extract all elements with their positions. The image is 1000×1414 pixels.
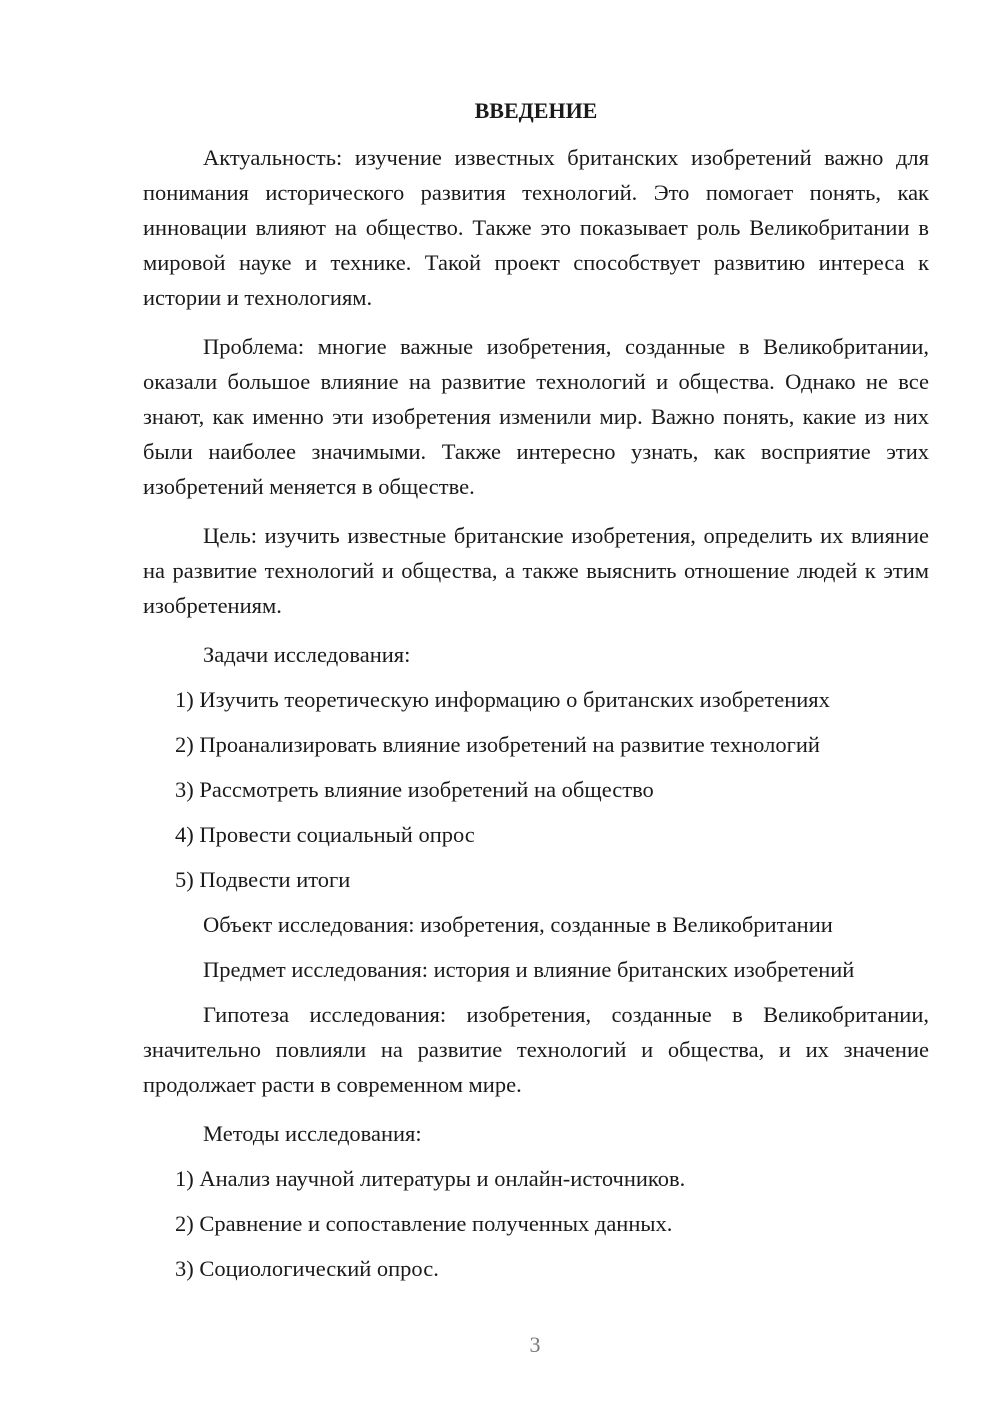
research-subject: Предмет исследования: история и влияние британских изобретений bbox=[203, 957, 855, 982]
task-item: 1) Изучить теоретическую информацию о британских изобретениях bbox=[175, 687, 830, 712]
relevance-paragraph: Актуальность: изучение известных британских изобретений важно для понимания исторического развития технологий. Это помогает понять, как инновации влияют на общество. Также это показывает роль Великобритании в мировой науке и технике. Такой проект способствует развитию интереса к истории и технологиям. bbox=[143, 145, 929, 310]
task-item: 3) Рассмотреть влияние изобретений на общество bbox=[175, 777, 654, 802]
page-number: 3 bbox=[529, 1332, 541, 1357]
task-item: 5) Подвести итоги bbox=[175, 867, 351, 892]
task-item: 2) Проанализировать влияние изобретений на развитие технологий bbox=[175, 732, 820, 757]
page-title: ВВЕДЕНИЕ bbox=[474, 98, 598, 123]
research-object: Объект исследования: изобретения, созданные в Великобритании bbox=[203, 912, 833, 937]
tasks-heading: Задачи исследования: bbox=[203, 642, 411, 667]
methods-heading: Методы исследования: bbox=[203, 1121, 422, 1146]
page-content bbox=[143, 94, 929, 1296]
goal-paragraph: Цель: изучить известные британские изобретения, определить их влияние на развитие технологий и общества, а также выяснить отношение людей к этим изобретениям. bbox=[143, 523, 929, 618]
task-item: 4) Провести социальный опрос bbox=[175, 822, 475, 847]
method-item: 2) Сравнение и сопоставление полученных данных. bbox=[175, 1211, 673, 1236]
hypothesis-paragraph: Гипотеза исследования: изобретения, созданные в Великобритании, значительно повлияли на развитие технологий и общества, и их значение продолжает расти в современном мире. bbox=[143, 1002, 929, 1097]
method-item: 1) Анализ научной литературы и онлайн-источников. bbox=[175, 1166, 686, 1191]
problem-paragraph: Проблема: многие важные изобретения, созданные в Великобритании, оказали большое влияние на развитие технологий и общества. Однако не все знают, как именно эти изобретения изменили мир. Важно понять, какие из них были наиболее значимыми. Также интересно узнать, как восприятие этих изобретений меняется в обществе. bbox=[143, 334, 929, 499]
method-item: 3) Социологический опрос. bbox=[175, 1256, 439, 1281]
